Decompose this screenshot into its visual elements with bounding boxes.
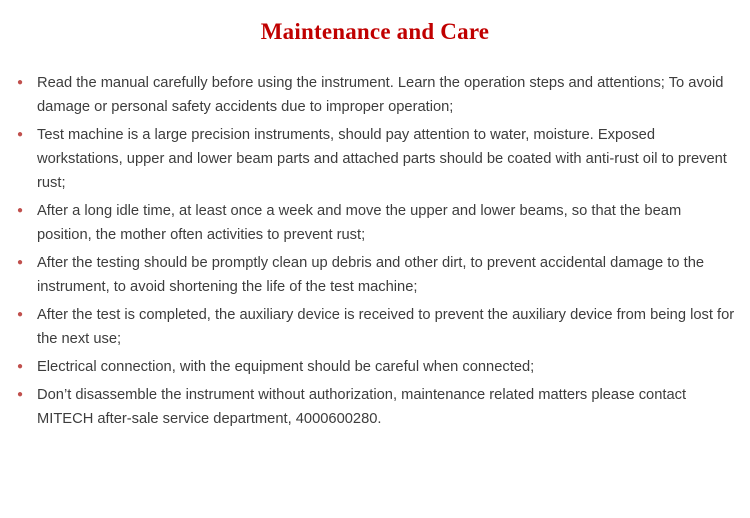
list-item: [0, 383, 750, 431]
list-item-text: After the test is completed, the auxiliary device is received to prevent the auxiliary device from being lost for the next use;: [37, 307, 735, 347]
bullet-dot-icon: ●: [16, 205, 23, 216]
list-item-text: Electrical connection, with the equipment should be careful when connected;: [37, 359, 535, 375]
list-item: [0, 355, 750, 379]
list-item-text: Don’t disassemble the instrument without authorization, maintenance related matters please contact MITECH after-sale service department, 4000600280.: [37, 387, 687, 427]
bullet-dot-icon: ●: [16, 257, 23, 268]
list-item-text: After a long idle time, at least once a week and move the upper and lower beams, so that the beam position, the mother often activities to prevent rust;: [37, 203, 682, 243]
bullet-dot-icon: ●: [16, 77, 23, 88]
bullet-dot-icon: ●: [16, 129, 23, 140]
list-item: [0, 251, 750, 299]
maintenance-bullet-list: [0, 71, 750, 431]
list-item: [0, 123, 750, 195]
document-page: [0, 19, 750, 518]
bullet-dot-icon: ●: [16, 389, 23, 400]
list-item: [0, 199, 750, 247]
list-item-text: After the testing should be promptly clean up debris and other dirt, to prevent accidental damage to the instrument, to avoid shortening the life of the test machine;: [37, 255, 705, 295]
page-title: Maintenance and Care: [260, 19, 490, 44]
list-item: [0, 303, 750, 351]
list-item-text: Read the manual carefully before using the instrument. Learn the operation steps and attentions; To avoid damage or personal safety accidents due to improper operation;: [37, 75, 724, 115]
bullet-dot-icon: ●: [16, 361, 23, 372]
list-item: [0, 71, 750, 119]
bullet-dot-icon: ●: [16, 309, 23, 320]
list-item-text: Test machine is a large precision instruments, should pay attention to water, moisture. Exposed workstations, upper and lower beam parts and attached parts should be coated with anti-rust oil to prevent rust;: [37, 127, 727, 191]
